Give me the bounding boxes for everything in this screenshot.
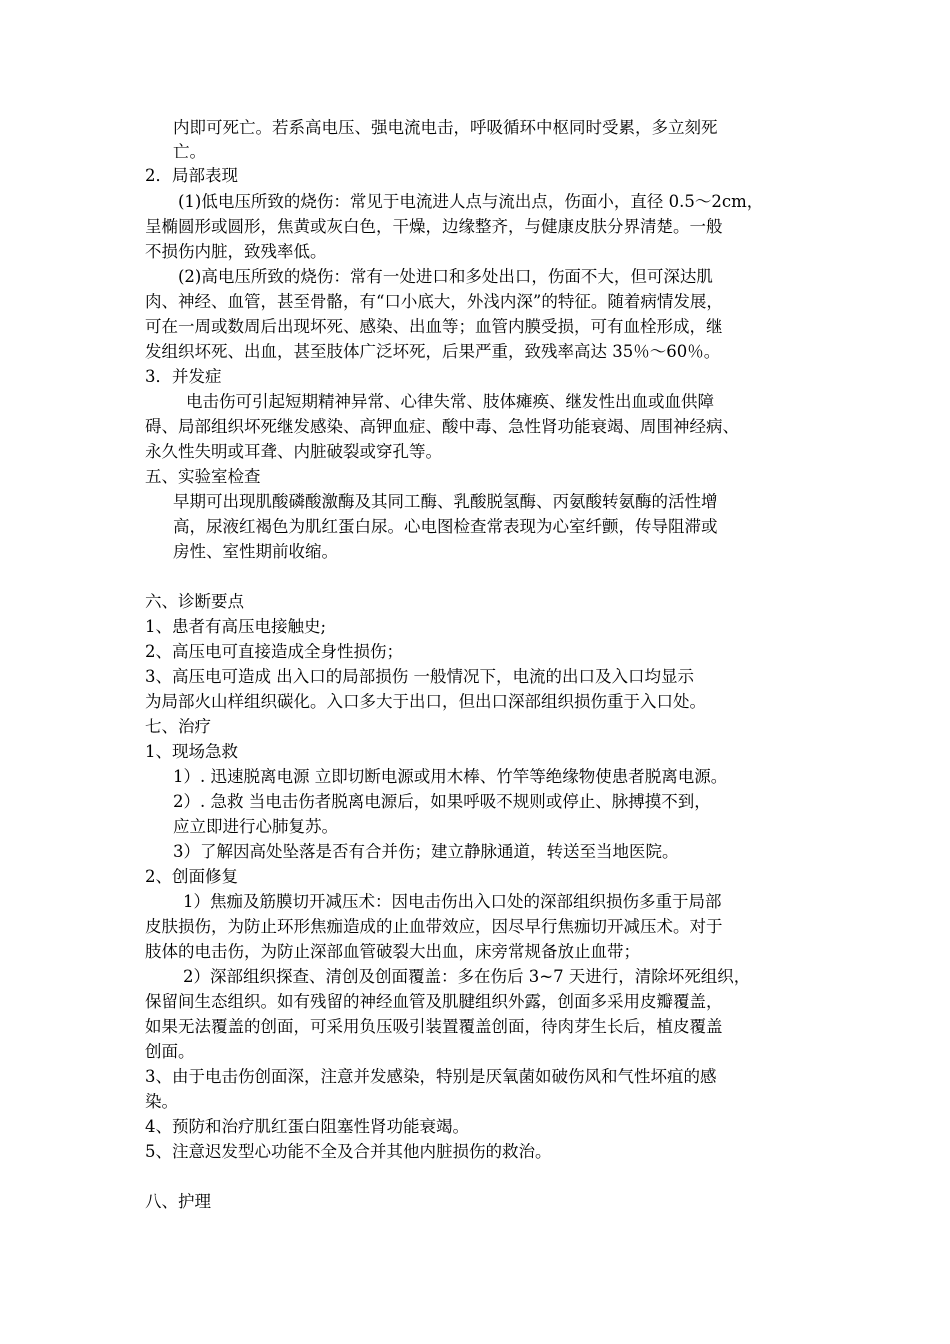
text-line: 高，尿液红褐色为肌红蛋白尿。心电图检查常表现为心室纤颤，传导阻滞或 [173, 517, 718, 536]
list-item: 3、高压电可造成 出入口的局部损伤 一般情况下，电流的出口及入口均显示 [145, 667, 694, 686]
text-line: (1)低电压所致的烧伤：常见于电流进人点与流出点，伤面小，直径 0.5～2cm， [178, 192, 764, 211]
text-line: 内即可死亡。若系高电压、强电流电击，呼吸循环中枢同时受累，多立刻死 [173, 118, 718, 137]
text-line: 亡。 [173, 142, 206, 161]
text-line: 呈椭圆形或圆形，焦黄或灰白色，干燥，边缘整齐，与健康皮肤分界清楚。一般 [145, 217, 723, 236]
list-item: 3、由于电击伤创面深，注意并发感染，特别是厌氧菌如破伤风和气性坏疽的感 [145, 1067, 717, 1086]
text-line: 皮肤损伤，为防止环形焦痂造成的止血带效应，因尽早行焦痂切开减压术。对于 [145, 917, 723, 936]
text-line: 保留间生态组织。如有残留的神经血管及肌腱组织外露，创面多采用皮瓣覆盖， [145, 992, 723, 1011]
section-heading: 六、诊断要点 [145, 592, 244, 611]
section-heading: 七、治疗 [145, 717, 211, 736]
text-line: 永久性失明或耳聋、内脏破裂或穿孔等。 [145, 442, 442, 461]
text-line: 创面。 [145, 1042, 195, 1061]
section-heading: 五、实验室检查 [145, 467, 261, 486]
text-line: 电击伤可引起短期精神异常、心律失常、肢体瘫痪、继发性出血或血供障 [186, 392, 714, 411]
text-line: 为局部火山样组织碳化。入口多大于出口，但出口深部组织损伤重于入口处。 [145, 692, 706, 711]
text-line: 肉、神经、血管，甚至骨骼，有“口小底大，外浅内深”的特征。随着病情发展， [145, 292, 723, 311]
list-item: 2）. 急救 当电击伤者脱离电源后，如果呼吸不规则或停止、脉搏摸不到， [173, 792, 711, 811]
text-line: 如果无法覆盖的创面，可采用负压吸引装置覆盖创面，待肉芽生长后，植皮覆盖 [145, 1017, 723, 1036]
list-item: 3）了解因高处坠落是否有合并伤；建立静脉通道，转送至当地医院。 [173, 842, 679, 861]
section-heading: 3．并发症 [145, 367, 222, 386]
text-line: 2）深部组织探查、清创及创面覆盖：多在伤后 3~7 天进行，清除坏死组织， [183, 967, 751, 986]
list-item: 1、患者有高压电接触史; [145, 617, 327, 636]
sub-heading: 2、创面修复 [145, 867, 238, 886]
sub-heading: 1、现场急救 [145, 742, 238, 761]
text-line: 肢体的电击伤，为防止深部血管破裂大出血，床旁常规备放止血带； [145, 942, 640, 961]
list-item: 4、预防和治疗肌红蛋白阻塞性肾功能衰竭。 [145, 1117, 469, 1136]
text-line: 染。 [145, 1092, 178, 1111]
text-line: 早期可出现肌酸磷酸激酶及其同工酶、乳酸脱氢酶、丙氨酸转氨酶的活性增 [173, 492, 718, 511]
section-heading: 八、护理 [145, 1192, 211, 1211]
list-item: 1）. 迅速脱离电源 立即切断电源或用木棒、竹竿等绝缘物使患者脱离电源。 [173, 767, 728, 786]
text-line: 应立即进行心肺复苏。 [173, 817, 338, 836]
list-item: 5、注意迟发型心功能不全及合并其他内脏损伤的救治。 [145, 1142, 552, 1161]
list-item: 2、高压电可直接造成全身性损伤； [145, 642, 403, 661]
text-line: 可在一周或数周后出现坏死、感染、出血等；血管内膜受损，可有血栓形成，继 [145, 317, 723, 336]
section-heading: 2．局部表现 [145, 166, 238, 185]
text-line: (2)高电压所致的烧伤：常有一处进口和多处出口，伤面不大，但可深达肌 [178, 267, 713, 286]
text-line: 发组织坏死、出血，甚至肢体广泛坏死，后果严重，致残率高达 35％～60％。 [145, 342, 721, 361]
text-line: 碍、局部组织坏死继发感染、高钾血症、酸中毒、急性肾功能衰竭、周围神经病、 [145, 417, 739, 436]
text-line: 不损伤内脏，致残率低。 [145, 242, 327, 261]
text-line: 1）焦痂及筋膜切开减压术：因电击伤出入口处的深部组织损伤多重于局部 [183, 892, 722, 911]
text-line: 房性、室性期前收缩。 [173, 542, 338, 561]
